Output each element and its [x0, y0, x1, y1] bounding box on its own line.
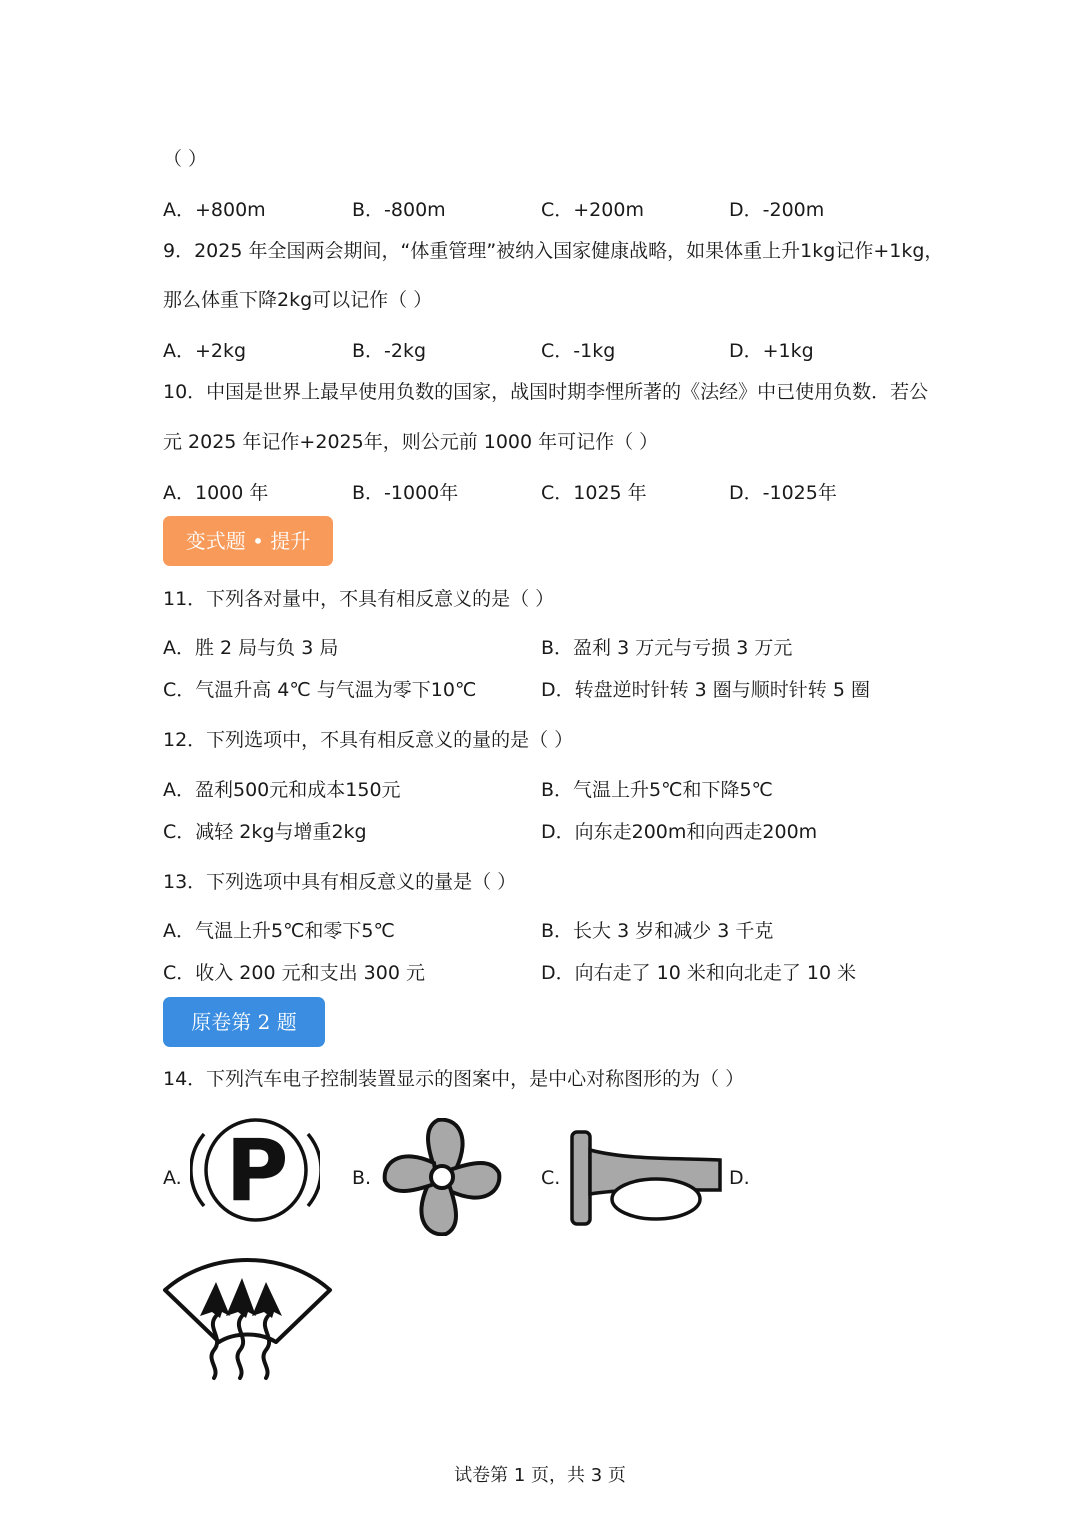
q14-label-a: A. — [163, 1167, 182, 1189]
q9-stem-line2: 那么体重下降2kg可以记作（ ） — [163, 289, 433, 311]
q9-option-a: A．+2kg — [163, 340, 247, 362]
q8-bracket: （ ） — [163, 148, 208, 170]
q12-option-c: C．减轻 2kg与增重2kg — [163, 821, 367, 843]
q8-option-a: A．+800m — [163, 199, 266, 221]
page-footer: 试卷第 1 页，共 3 页 — [454, 1465, 626, 1486]
q8-option-c: C．+200m — [541, 199, 644, 221]
q8-option-b: B．-800m — [352, 199, 446, 221]
q10-option-b: B．-1000年 — [352, 482, 459, 504]
section-tag-variant: 变式题 • 提升 — [163, 516, 333, 566]
q10-option-c: C．1025 年 — [541, 482, 647, 504]
q10-stem-line1: 10．中国是世界上最早使用负数的国家，战国时期李悝所著的《法经》中已使用负数．若公 — [163, 381, 929, 403]
q12-stem: 12．下列选项中，不具有相反意义的量的是（ ） — [163, 729, 574, 751]
q11-option-a: A．胜 2 局与负 3 局 — [163, 637, 339, 659]
q14-label-b: B. — [352, 1167, 372, 1189]
parking-letter: P — [225, 1121, 289, 1221]
q11-option-b: B．盈利 3 万元与亏损 3 万元 — [541, 637, 793, 659]
q9-option-c: C．-1kg — [541, 340, 616, 362]
q13-option-b: B．长大 3 岁和减少 3 千克 — [541, 920, 774, 942]
q10-stem-line2: 元 2025 年记作+2025年，则公元前 1000 年可记作（ ） — [163, 431, 659, 453]
q13-option-d: D．向右走了 10 米和向北走了 10 米 — [541, 962, 857, 984]
q10-option-a: A．1000 年 — [163, 482, 269, 504]
q9-option-b: B．-2kg — [352, 340, 427, 362]
horn-icon — [568, 1128, 728, 1228]
q11-stem: 11．下列各对量中，不具有相反意义的是（ ） — [163, 588, 555, 610]
q14-stem: 14．下列汽车电子控制装置显示的图案中，是中心对称图形的为（ ） — [163, 1068, 745, 1090]
q10-option-d: D．-1025年 — [729, 482, 837, 504]
q14-label-d: D. — [729, 1167, 750, 1189]
fan-icon — [382, 1118, 502, 1236]
q14-label-c: C. — [541, 1167, 561, 1189]
q12-option-b: B．气温上升5℃和下降5℃ — [541, 779, 773, 801]
q8-option-d: D．-200m — [729, 199, 825, 221]
q11-option-c: C．气温升高 4℃ 与气温为零下10℃ — [163, 679, 477, 701]
q13-option-c: C．收入 200 元和支出 300 元 — [163, 962, 425, 984]
q11-option-d: D．转盘逆时针转 3 圈与顺时针转 5 圈 — [541, 679, 870, 701]
section-tag-original: 原卷第 2 题 — [163, 997, 325, 1047]
q13-option-a: A．气温上升5℃和零下5℃ — [163, 920, 395, 942]
q12-option-d: D．向东走200m和向西走200m — [541, 821, 818, 843]
q9-option-d: D．+1kg — [729, 340, 814, 362]
q9-stem-line1: 9．2025 年全国两会期间，“体重管理”被纳入国家健康战略，如果体重上升1kg记作+1kg， — [163, 240, 944, 262]
q12-option-a: A．盈利500元和成本150元 — [163, 779, 401, 801]
q13-stem: 13．下列选项中具有相反意义的量是（ ） — [163, 871, 517, 893]
rear-defrost-icon — [160, 1254, 335, 1384]
parking-brake-icon — [190, 1118, 320, 1224]
